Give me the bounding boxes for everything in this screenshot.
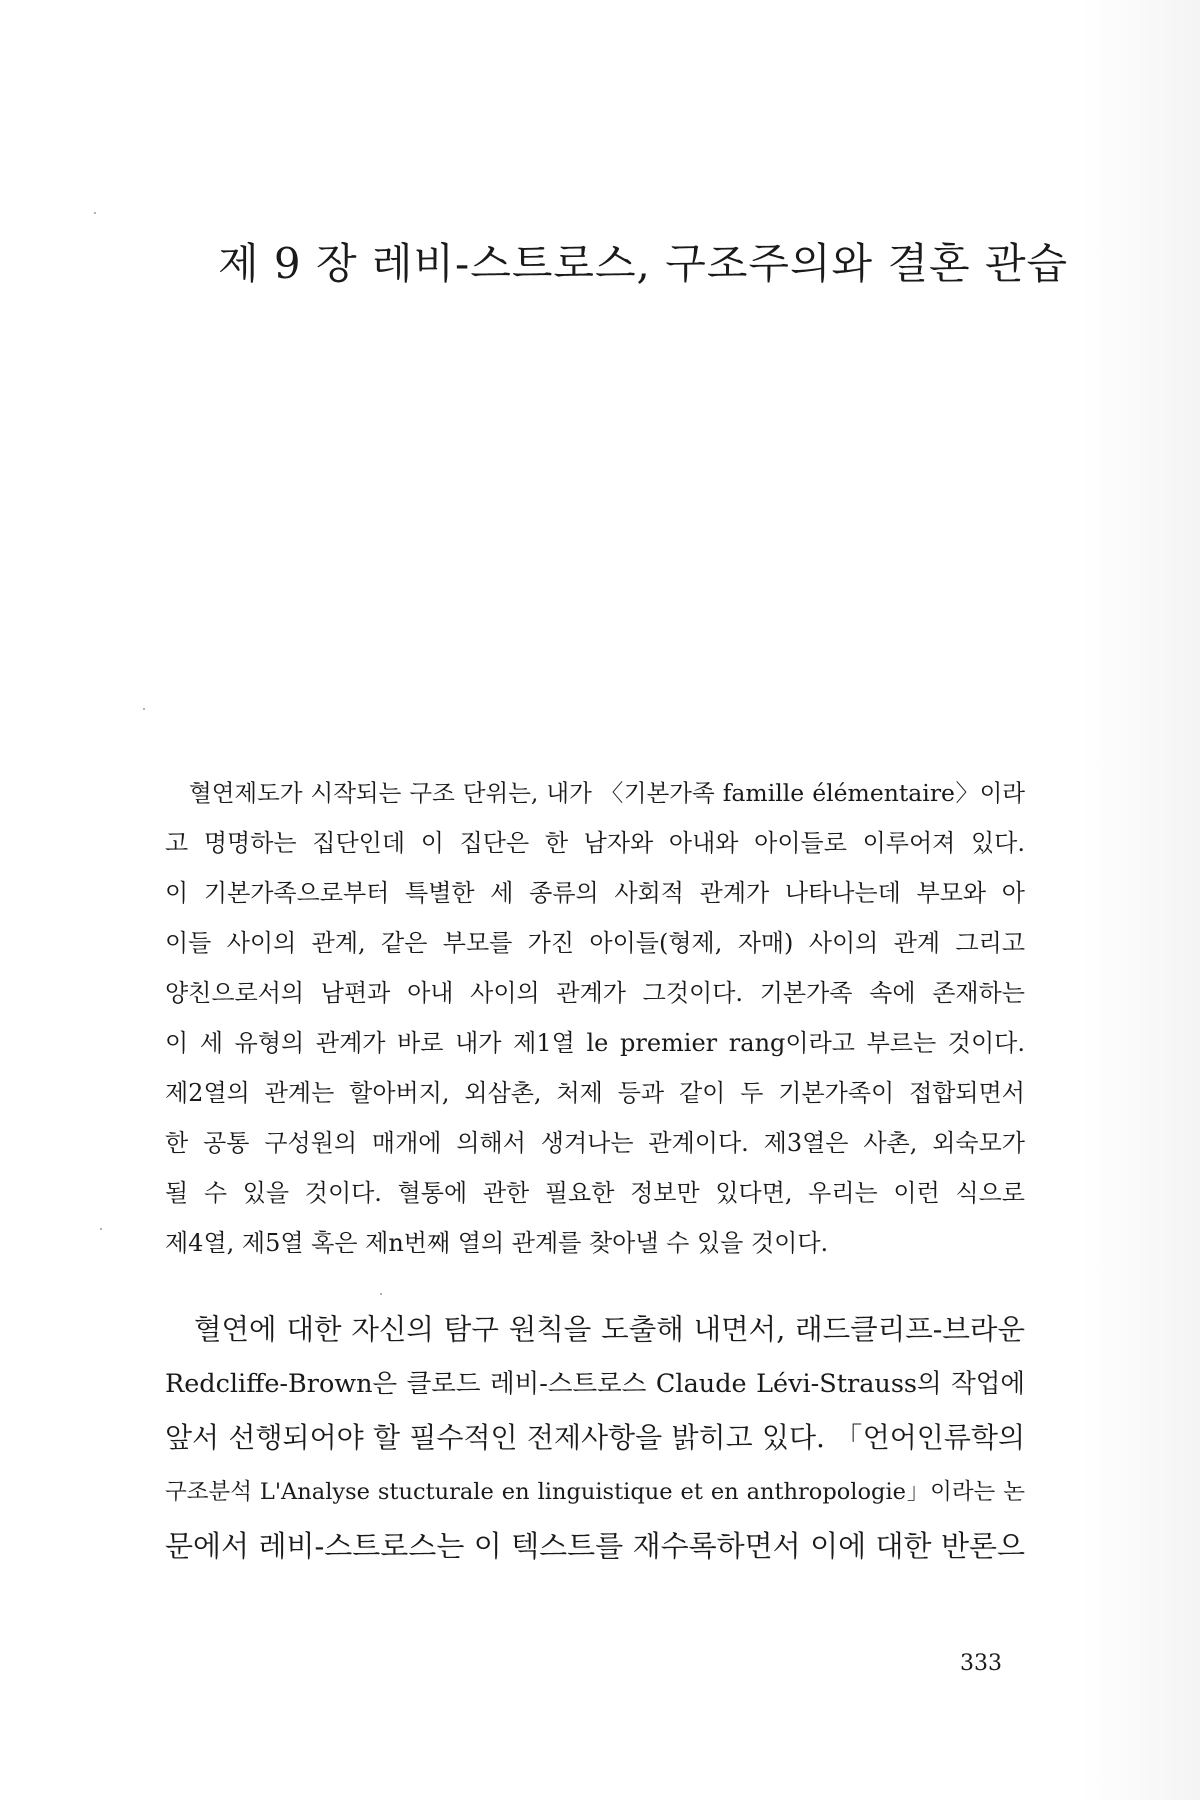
quote-line: 제2열의 관계는 할아버지, 외삼촌, 처제 등과 같이 두 기본가족이 접합되면서 bbox=[165, 1079, 1025, 1107]
quote-line: 한 공통 구성원의 매개에 의해서 생겨나는 관계이다. 제3열은 사촌, 외숙모가 bbox=[165, 1129, 1025, 1157]
body-line: 문에서 레비-스트로스는 이 텍스트를 재수록하면서 이에 대한 반론으 bbox=[165, 1529, 1025, 1563]
chapter-title: 제 9 장 레비-스트로스, 구조주의와 결혼 관습 bbox=[218, 239, 1069, 288]
quote-line: 고 명명하는 집단인데 이 집단은 한 남자와 아내와 아이들로 이루어져 있다. bbox=[165, 829, 1025, 857]
body-line: Redcliffe-Brown은 클로드 레비-스트로스 Claude Lévi-Strauss의 작업에 bbox=[165, 1369, 1025, 1399]
body-line: 혈연에 대한 자신의 탐구 원칙을 도출해 내면서, 래드클리프-브라운 bbox=[194, 1313, 1025, 1346]
quote-line: 혈연제도가 시작되는 구조 단위는, 내가 〈기본가족 famille élémentaire〉이라 bbox=[189, 779, 1025, 807]
quote-line: 이 세 유형의 관계가 바로 내가 제1열 le premier rang이라고 부르는 것이다. bbox=[165, 1029, 1025, 1057]
quote-line: 제4열, 제5열 혹은 제n번째 열의 관계를 찾아낼 수 있을 것이다. bbox=[165, 1229, 829, 1257]
page-gutter-shadow bbox=[1080, 0, 1200, 1800]
body-line: 앞서 선행되어야 할 필수적인 전제사항을 밝히고 있다. 「언어인류학의 bbox=[165, 1421, 1025, 1454]
scan-speck bbox=[100, 1228, 102, 1230]
scan-speck bbox=[143, 708, 145, 710]
scan-speck bbox=[94, 212, 96, 214]
body-paragraph bbox=[165, 1303, 1025, 1573]
page-number: 333 bbox=[960, 1651, 1002, 1676]
body-line: 구조분석 L'Analyse stucturale en linguistique et en anthropologie」이라는 논 bbox=[165, 1479, 1025, 1505]
quote-line: 이들 사이의 관계, 같은 부모를 가진 아이들(형제, 자매) 사이의 관계 그리고 bbox=[165, 929, 1025, 957]
quote-line: 이 기본가족으로부터 특별한 세 종류의 사회적 관계가 나타나는데 부모와 아 bbox=[165, 879, 1025, 907]
scan-speck bbox=[380, 1293, 382, 1295]
quote-line: 될 수 있을 것이다. 혈통에 관한 필요한 정보만 있다면, 우리는 이런 식으로 bbox=[165, 1179, 1025, 1207]
quote-line: 양친으로서의 남편과 아내 사이의 관계가 그것이다. 기본가족 속에 존재하는 bbox=[165, 979, 1025, 1007]
block-quote bbox=[165, 768, 1025, 1268]
